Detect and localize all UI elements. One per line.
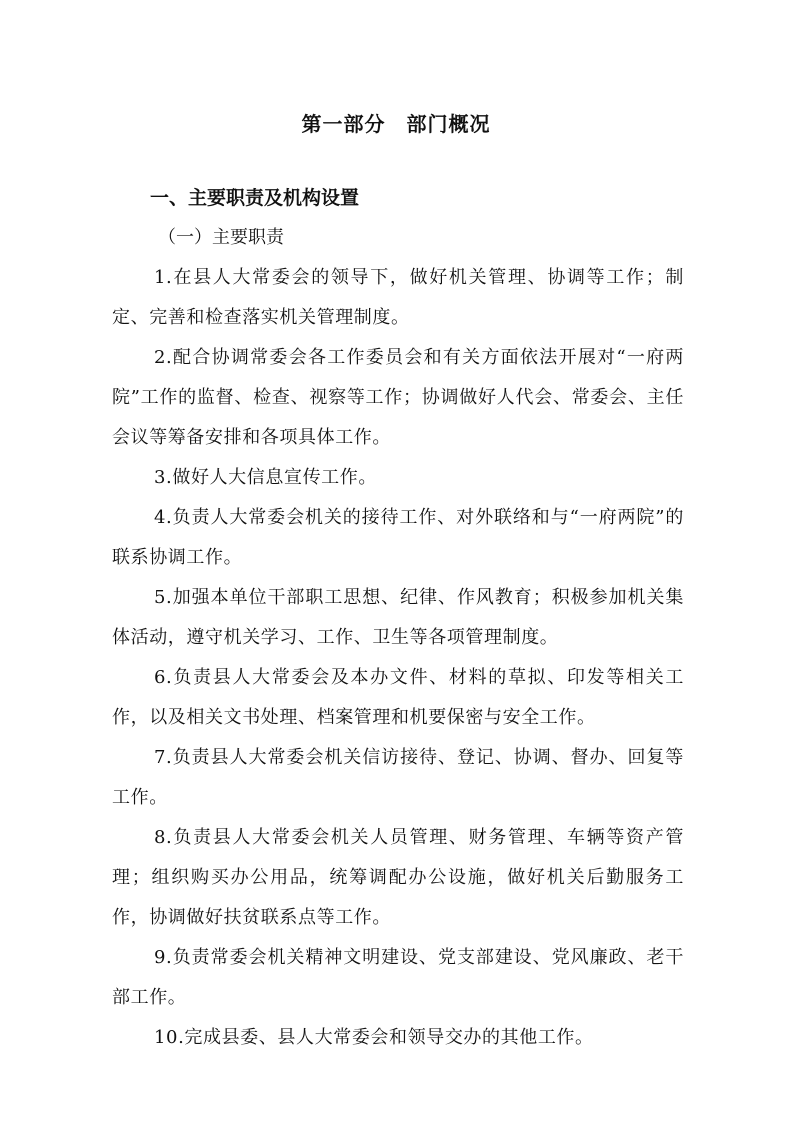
duty-item-8: 8.负责县人大常委会机关人员管理、财务管理、车辆等资产管理；组织购买办公用品，统筹调配办公设施，做好机关后勤服务工作，协调做好扶贫联系点等工作。 <box>112 827 684 928</box>
document-body <box>112 178 684 1058</box>
duty-item-10: 10.完成县委、县人大常委会和领导交办的其他工作。 <box>154 1027 594 1048</box>
duty-item-3: 3.做好人大信息宣传工作。 <box>154 467 377 488</box>
sub-heading: （一）主要职责 <box>158 227 284 248</box>
duty-item-1: 1.在县人大常委会的领导下，做好机关管理、协调等工作；制定、完善和检查落实机关管理制度。 <box>112 267 684 328</box>
duty-item-6: 6.负责县人大常委会及本办文件、材料的草拟、印发等相关工作，以及相关文书处理、档案管理和机要保密与安全工作。 <box>112 667 684 728</box>
duty-item-2: 2.配合协调常委会各工作委员会和有关方面依法开展对“一府两院”工作的监督、检查、视察等工作；协调做好人代会、常委会、主任会议等筹备安排和各项具体工作。 <box>112 347 684 448</box>
duty-item-9: 9.负责常委会机关精神文明建设、党支部建设、党风廉政、老干部工作。 <box>112 947 684 1008</box>
section-heading: 一、主要职责及机构设置 <box>150 187 360 209</box>
duty-item-7: 7.负责县人大常委会机关信访接待、登记、协调、督办、回复等工作。 <box>112 747 684 808</box>
page-title: 第一部分 部门概况 <box>301 112 491 136</box>
duty-item-4: 4.负责人大常委会机关的接待工作、对外联络和与“一府两院”的联系协调工作。 <box>112 507 684 568</box>
duty-item-5: 5.加强本单位干部职工思想、纪律、作风教育；积极参加机关集体活动，遵守机关学习、工作、卫生等各项管理制度。 <box>112 587 684 648</box>
